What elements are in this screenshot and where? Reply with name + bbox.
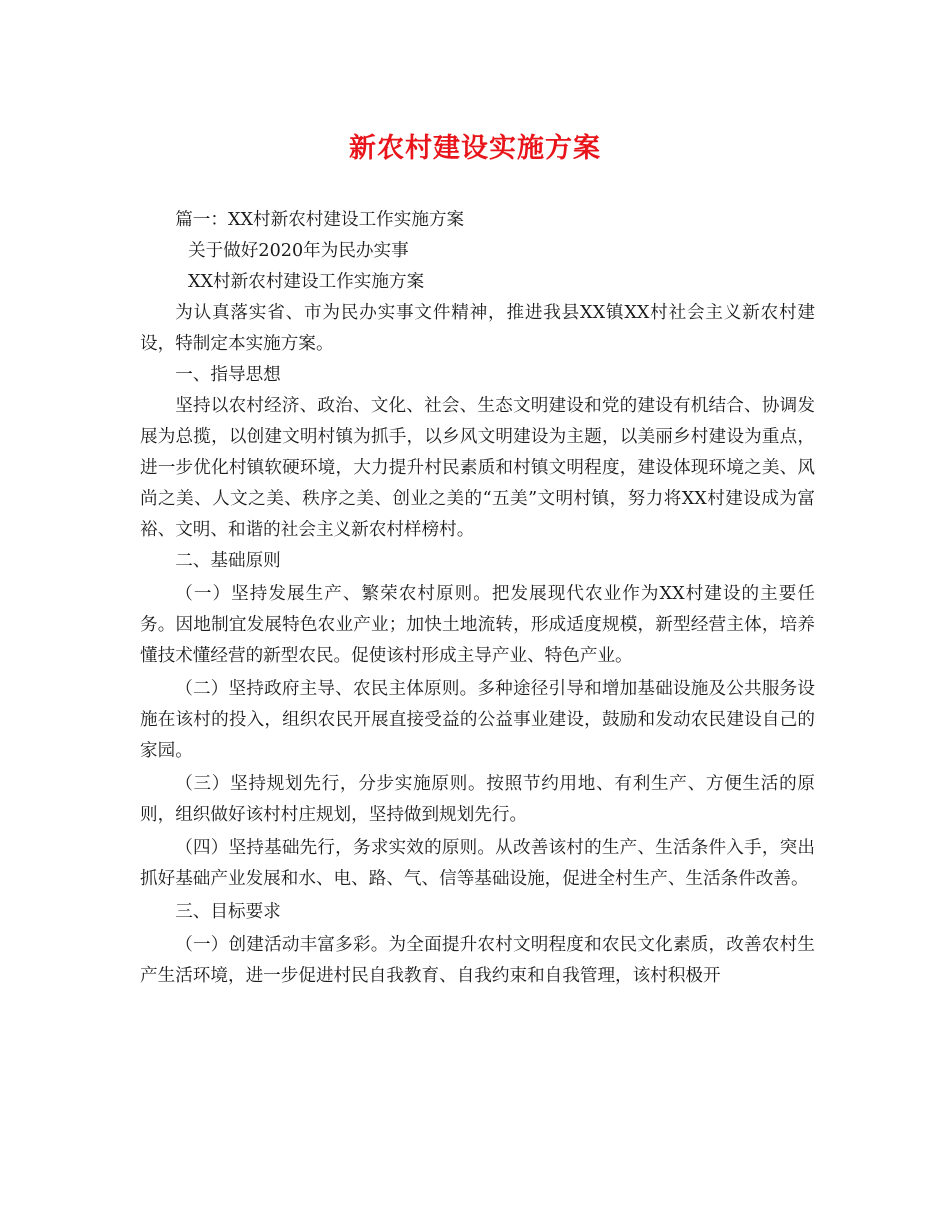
heading-goals: 三、目标要求 [175, 902, 281, 922]
document-title: 新农村建设实施方案 [349, 133, 601, 164]
intro-paragraph: 为认真落实省、市为民办实事文件精神，推进我县XX镇XX村社会主义新农村建设，特制定本实施方案。 [140, 303, 815, 354]
subtitle-line-2: XX村新农村建设工作实施方案 [188, 272, 425, 292]
principle-2: （二）坚持政府主导、农民主体原则。多种途径引导和增加基础设施及公共服务设施在该村的投入，组织农民开展直接受益的公益事业建设，鼓励和发动农民建设自己的家园。 [140, 679, 815, 761]
principle-1: （一）坚持发展生产、繁荣农村原则。把发展现代农业作为XX村建设的主要任务。因地制宜发展特色农业产业；加快土地流转，形成适度规模，新型经营主体，培养懂技术懂经营的新型农民。促使该村形成主导产业、特色产业。 [140, 584, 815, 666]
document-body [140, 205, 815, 992]
section-heading-part1: 篇一：XX村新农村建设工作实施方案 [175, 210, 465, 230]
heading-guiding-ideology: 一、指导思想 [175, 365, 281, 385]
subtitle-line-1: 关于做好2020年为民办实事 [188, 241, 409, 261]
paragraph-guiding-ideology: 坚持以农村经济、政治、文化、社会、生态文明建设和党的建设有机结合、协调发展为总揽，以创建文明村镇为抓手，以乡风文明建设为主题，以美丽乡村建设为重点，进一步优化村镇软硬环境，大力提升村民素质和村镇文明程度，建设体现环境之美、风尚之美、人文之美、秩序之美、创业之美的“五美”文明村镇，努力将XX村建设成为富裕、文明、和谐的社会主义新农村样榜村。 [140, 396, 815, 540]
principle-4: （四）坚持基础先行，务求实效的原则。从改善该村的生产、生活条件入手，突出抓好基础产业发展和水、电、路、气、信等基础设施，促进全村生产、生活条件改善。 [140, 838, 815, 889]
heading-basic-principles: 二、基础原则 [175, 551, 281, 571]
principle-3: （三）坚持规划先行，分步实施原则。按照节约用地、有利生产、方便生活的原则，组织做好该村村庄规划，坚持做到规划先行。 [140, 774, 815, 825]
goal-1: （一）创建活动丰富多彩。为全面提升农村文明程度和农民文化素质，改善农村生产生活环境，进一步促进村民自我教育、自我约束和自我管理，该村积极开 [140, 935, 815, 986]
